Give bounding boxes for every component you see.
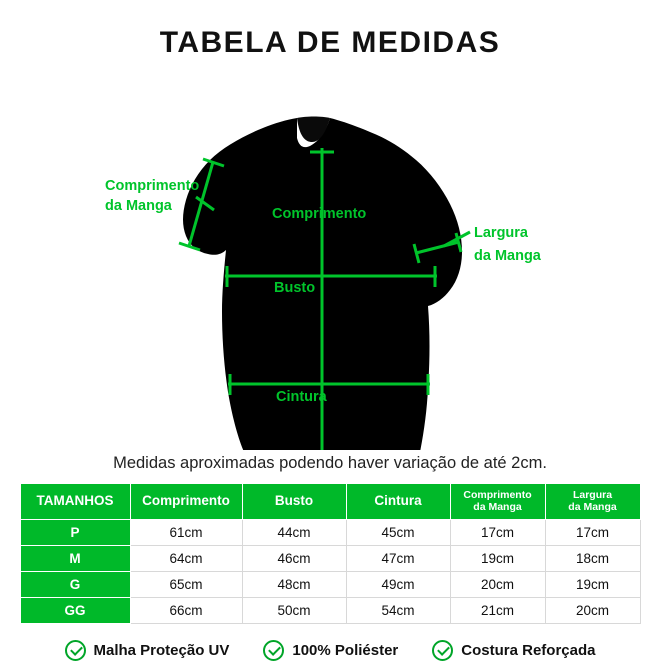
feature-label: 100% Poliéster <box>292 642 399 660</box>
cell-busto: 44cm <box>242 520 346 546</box>
page-title: TABELA DE MEDIDAS <box>159 26 501 59</box>
th-sizes: TAMANHOS <box>20 484 130 520</box>
th-cintura: Cintura <box>346 484 450 520</box>
feature-polyester <box>263 640 398 661</box>
table-row <box>20 546 640 572</box>
feature-label: Malha Proteção UV <box>93 642 230 660</box>
check-circle-icon <box>263 640 284 661</box>
label-length: Comprimento <box>272 206 367 222</box>
cell-busto: 50cm <box>242 598 346 624</box>
th-largura-manga-line1: Largura <box>572 489 613 501</box>
table-row <box>20 572 640 598</box>
th-comprimento-manga-line2: da Manga <box>473 500 522 513</box>
check-circle-icon <box>432 640 453 661</box>
th-comprimento-manga-line1: Comprimento <box>463 489 532 501</box>
cell-cintura: 49cm <box>346 572 450 598</box>
cell-largura-manga: 20cm <box>545 598 640 624</box>
label-waist: Cintura <box>276 389 327 405</box>
cell-comprimento: 64cm <box>130 546 242 572</box>
th-largura-manga-line2: da Manga <box>568 500 617 513</box>
cell-comprimento: 61cm <box>130 520 242 546</box>
label-sleeve-length-line2: da Manga <box>105 198 172 214</box>
th-busto: Busto <box>242 484 346 520</box>
cell-largura-manga: 19cm <box>545 572 640 598</box>
size-table <box>20 483 641 624</box>
th-largura-manga <box>545 484 640 520</box>
feature-uv-protection <box>65 640 230 661</box>
table-header-row <box>20 484 640 520</box>
cell-largura-manga: 17cm <box>545 520 640 546</box>
cell-comprimento-manga: 17cm <box>450 520 545 546</box>
cell-cintura: 54cm <box>346 598 450 624</box>
cell-comprimento-manga: 20cm <box>450 572 545 598</box>
cell-size: G <box>20 572 130 598</box>
label-sleeve-width-line2: da Manga <box>474 248 541 264</box>
check-circle-icon <box>65 640 86 661</box>
cell-comprimento-manga: 19cm <box>450 546 545 572</box>
cell-busto: 48cm <box>242 572 346 598</box>
features-row <box>0 640 660 661</box>
cell-size: P <box>20 520 130 546</box>
cell-size: GG <box>20 598 130 624</box>
approximate-measures-note: Medidas aproximadas podendo haver variação de até 2cm. <box>113 454 547 472</box>
cell-comprimento: 66cm <box>130 598 242 624</box>
cell-largura-manga: 18cm <box>545 546 640 572</box>
label-bust: Busto <box>274 280 316 296</box>
feature-label: Costura Reforçada <box>461 642 596 660</box>
cell-busto: 46cm <box>242 546 346 572</box>
cell-comprimento-manga: 21cm <box>450 598 545 624</box>
table-row <box>20 520 640 546</box>
label-sleeve-width-line1: Largura <box>474 225 528 241</box>
cell-comprimento: 65cm <box>130 572 242 598</box>
cell-size: M <box>20 546 130 572</box>
th-comprimento: Comprimento <box>130 484 242 520</box>
cell-cintura: 47cm <box>346 546 450 572</box>
label-sleeve-length-line1: Comprimento <box>105 178 200 194</box>
measurement-diagram <box>0 60 660 450</box>
table-row <box>20 598 640 624</box>
cell-cintura: 45cm <box>346 520 450 546</box>
th-comprimento-manga <box>450 484 545 520</box>
feature-reinforced-seam <box>432 640 595 661</box>
